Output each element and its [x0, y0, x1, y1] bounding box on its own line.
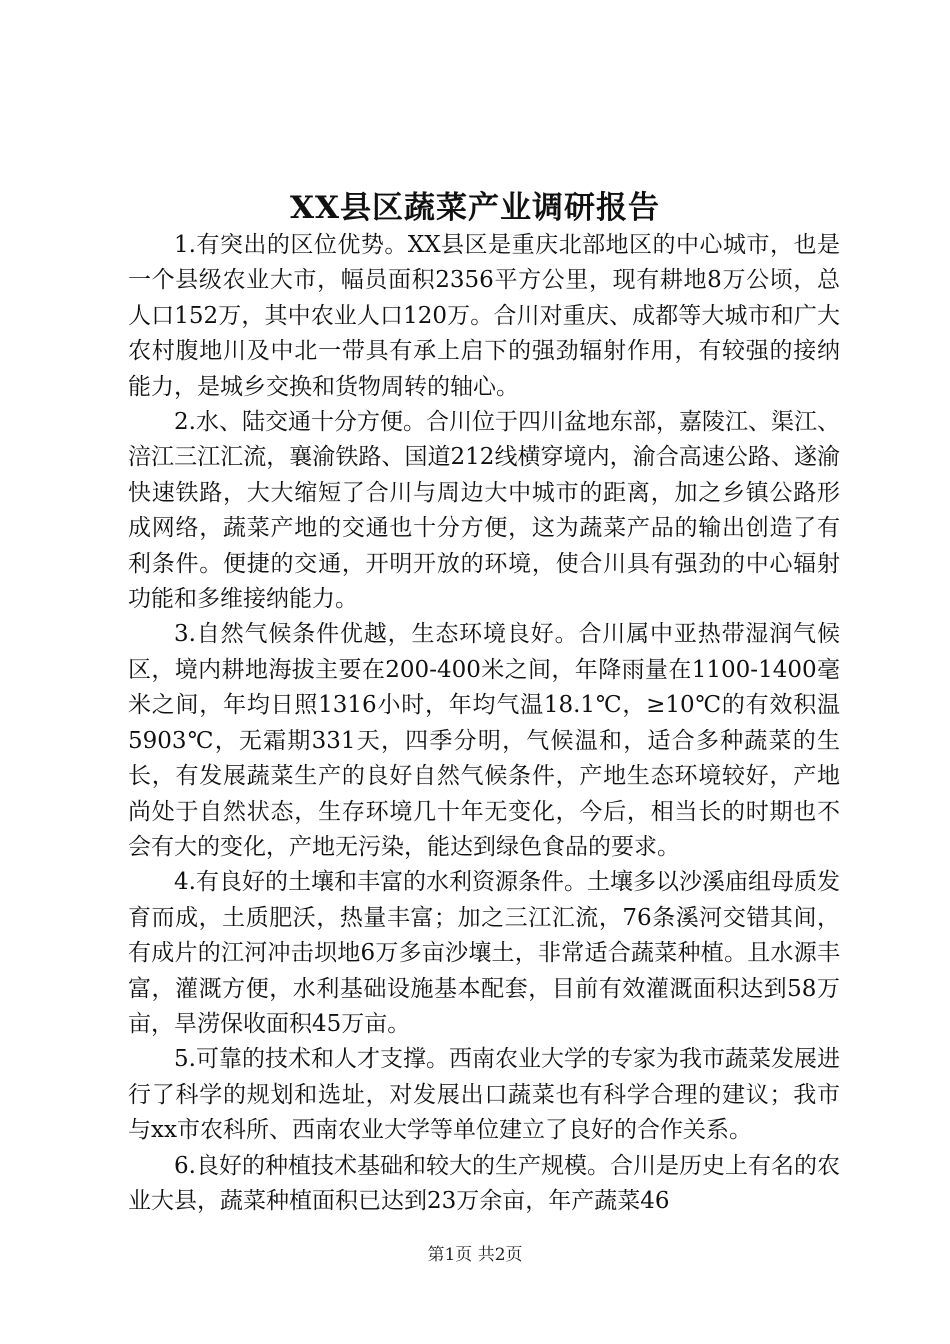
paragraph-soil-water: 4.有良好的土壤和丰富的水利资源条件。土壤多以沙溪庙组母质发育而成，土质肥沃，热量丰富；加之三江汇流，76条溪河交错其间，有成片的江河冲击坝地6万多亩沙壤土，非常适合蔬菜种植。且水源丰富，灌溉方便，水利基础设施基本配套，目前有效灌溉面积达到58万亩，旱涝保收面积45万亩。	[128, 869, 840, 1037]
paragraph-climate: 3.自然气候条件优越，生态环境良好。合川属中亚热带湿润气候区，境内耕地海拔主要在200-400米之间，年降雨量在1100-1400毫米之间，年均日照1316小时，年均气温18.1℃，≥10℃的有效积温5903℃，无霜期331天，四季分明，气候温和，适合多种蔬菜的生长，有发展蔬菜生产的良好自然气候条件，产地生态环境较好，产地尚处于自然状态，生存环境几十年无变化，今后，相当长的时期也不会有大的变化，产地无污染，能达到绿色食品的要求。	[128, 621, 840, 860]
paragraph-location-advantage: 1.有突出的区位优势。XX县区是重庆北部地区的中心城市，也是一个县级农业大市，幅员面积2356平方公里，现有耕地8万公顷，总人口152万，其中农业人口120万。合川对重庆、成都等大城市和广大农村腹地川及中北一带具有承上启下的强劲辐射作用，有较强的接纳能力，是城乡交换和货物周转的轴心。	[128, 232, 840, 400]
paragraph-planting-scale: 6.良好的种植技术基础和较大的生产规模。合川是历史上有名的农业大县，蔬菜种植面积已达到23万余亩，年产蔬菜46	[128, 1152, 840, 1214]
document-body	[128, 228, 840, 1219]
page-footer: 第1页 共2页	[427, 1245, 523, 1265]
paragraph-technology-talent: 5.可靠的技术和人才支撑。西南农业大学的专家为我市蔬菜发展进行了科学的规划和选址，对发展出口蔬菜也有科学合理的建议；我市与xx市农科所、西南农业大学等单位建立了良好的合作关系。	[128, 1046, 840, 1144]
paragraph-transportation: 2.水、陆交通十分方便。合川位于四川盆地东部，嘉陵江、渠江、涪江三江汇流，襄渝铁路、国道212线横穿境内，渝合高速公路、遂渝快速铁路，大大缩短了合川与周边大中城市的距离，加之乡镇公路形成网络，蔬菜产地的交通也十分方便，这为蔬菜产品的输出创造了有利条件。便捷的交通，开明开放的环境，使合川具有强劲的中心辐射功能和多维接纳能力。	[128, 409, 840, 613]
document-title: XX县区蔬菜产业调研报告	[289, 190, 661, 226]
